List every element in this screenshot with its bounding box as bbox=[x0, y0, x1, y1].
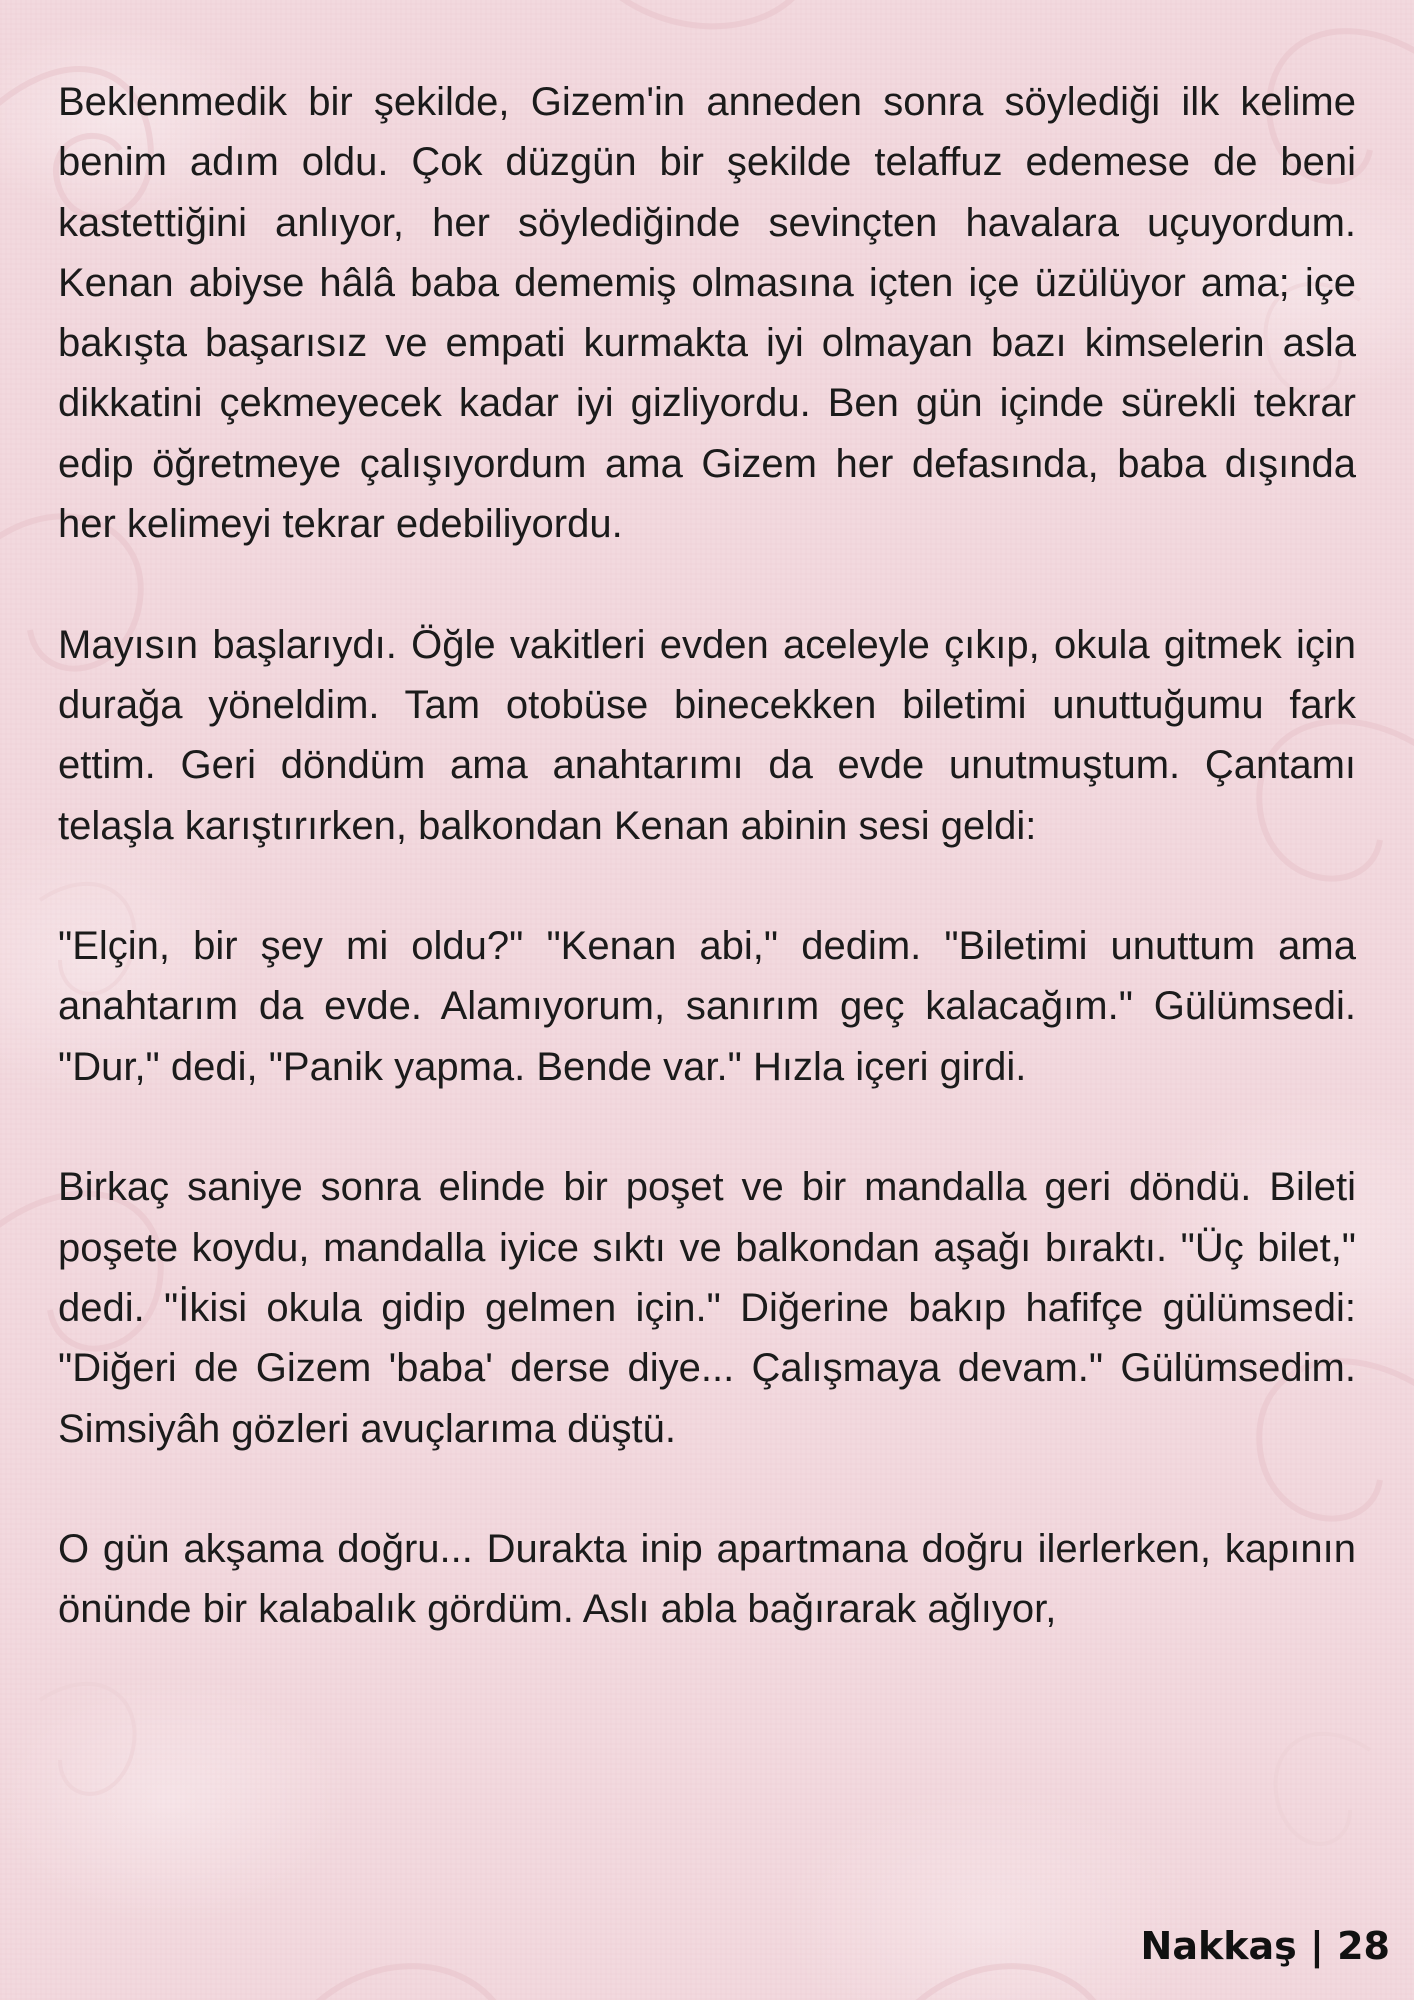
page-body bbox=[58, 72, 1356, 1640]
paragraph-3: "Elçin, bir şey mi oldu?" "Kenan abi," dedim. "Biletimi unuttum ama anahtarım da evde. Alamıyorum, sanırım geç kalacağım." Gülümsedi. "Dur," dedi, "Panik yapma. Bende var." Hızla içeri girdi. bbox=[58, 924, 1356, 1089]
paragraph-2: Mayısın başlarıydı. Öğle vakitleri evden aceleyle çıkıp, okula gitmek için durağa yöneldim. Tam otobüse binecekken biletimi unuttuğumu fark ettim. Geri döndüm ama anahtarımı da evde unutmuştum. Çantamı telaşla karıştırırken, balkondan Kenan abinin sesi geldi: bbox=[58, 622, 1356, 848]
page-footer-label: Nakkaş | 28 bbox=[1140, 1924, 1390, 1968]
paragraph-4: Birkaç saniye sonra elinde bir poşet ve bir mandalla geri döndü. Bileti poşete koydu, mandalla iyice sıktı ve balkondan aşağı bıraktı. "Üç bilet," dedi. "İkisi okula gidip gelmen için." Diğerine bakıp hafifçe gülümsedi: "Diğeri de Gizem 'baba' derse diye... Çalışmaya devam." Gülümsedim. Simsiyâh gözleri avuçlarıma düştü. bbox=[58, 1165, 1356, 1451]
paragraph-1: Beklenmedik bir şekilde, Gizem'in anneden sonra söylediği ilk kelime benim adım oldu. Çok düzgün bir şekilde telaffuz edemese de beni kastettiğini anlıyor, her söylediğinde sevinçten havalara uçuyordum. Kenan abiyse hâlâ baba dememiş olmasına içten içe üzülüyor ama; içe bakışta başarısız ve empati kurmakta iyi olmayan bazı kimselerin asla dikkatini çekmeyecek kadar iyi gizliyordu. Ben gün içinde sürekli tekrar edip öğretmeye çalışıyordum ama Gizem her defasında, baba dışında her kelimeyi tekrar edebiliyordu. bbox=[58, 80, 1356, 547]
paragraph-5: O gün akşama doğru... Durakta inip apartmana doğru ilerlerken, kapının önünde bir kalabalık gördüm. Aslı abla bağırarak ağlıyor, bbox=[58, 1527, 1356, 1632]
